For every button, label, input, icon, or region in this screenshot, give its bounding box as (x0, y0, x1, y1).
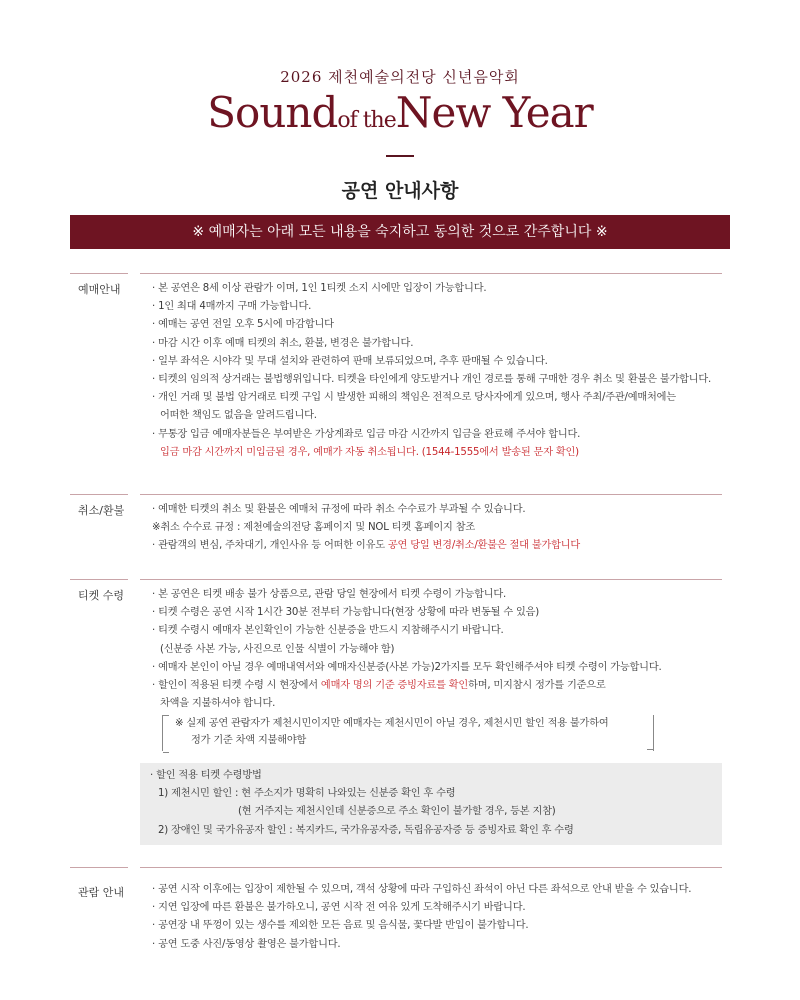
warning-text: 예매자 명의 기준 증빙자료를 확인 (320, 680, 469, 692)
list-item: · 마감 시간 이후 예매 티켓의 취소, 환불, 변경은 불가합니다. (152, 337, 414, 349)
section-label: 예매안내 (78, 283, 121, 296)
list-item (152, 677, 732, 695)
list-item-text: 하며, 미지참시 정가를 기준으로 (468, 680, 606, 692)
warning-text: 입금 마감 시간까지 미입금된 경우, 예매가 자동 취소됩니다. (1544-1555에서 발송된 문자 확인) (160, 446, 579, 458)
section-divider (140, 494, 722, 495)
section-divider (70, 867, 128, 868)
page-title: 공연 안내사항 (341, 180, 459, 202)
list-item: · 티켓 수령시 예매자 본인확인이 가능한 신분증을 반드시 지참해주시기 바랍니다. (152, 625, 504, 637)
list-item-text: · 관람객의 변심, 주차대기, 개인사유 등 어떠한 이유도 (152, 540, 388, 552)
note-text: ※ 실제 공연 관람자가 제천시민이지만 예매자는 제천시민이 아닐 경우, 제천시민 할인 적용 불가하여 (175, 718, 609, 730)
agreement-banner: ※ 예매자는 아래 모든 내용을 숙지하고 동의한 것으로 간주합니다 ※ (70, 215, 730, 249)
list-item-continued: 차액을 지불하셔야 합니다. (160, 698, 276, 710)
list-item: 1) 제천시민 할인 : 현 주소지가 명확히 나와있는 신분증 확인 후 수령 (158, 788, 456, 800)
section-label: 관람 안내 (78, 886, 125, 899)
list-item: · 개인 거래 및 불법 암거래로 티켓 구입 시 발생한 피해의 책임은 전적으로 당사자에게 있으며, 행사 주최/주관/예매처에는 (152, 392, 676, 404)
list-item: · 무통장 입금 예매자분들은 부여받은 가상계좌로 입금 마감 시간까지 입금을 완료해 주셔야 합니다. (152, 428, 581, 440)
citizen-discount-note (162, 715, 654, 751)
list-item: · 지연 입장에 따른 환불은 불가하오니, 공연 시작 전 여유 있게 도착해주시기 바랍니다. (152, 902, 526, 914)
section-refund (70, 494, 722, 570)
list-item-text: · 할인이 적용된 티켓 수령 시 현장에서 (152, 680, 321, 692)
section-divider (140, 273, 722, 274)
note-item: ※취소 수수료 규정 : 제천예술의전당 홈페이지 및 NOL 티켓 홈페이지 참조 (152, 522, 475, 534)
section-body (152, 881, 732, 954)
list-item: · 본 공연은 8세 이상 관람가 이며, 1인 1티켓 소지 시에만 입장이 가능합니다. (152, 283, 487, 294)
event-subtitle: 2026 제천예술의전당 신년음악회 (280, 68, 520, 86)
event-logo (0, 88, 800, 137)
section-label: 티켓 수령 (78, 589, 125, 602)
list-item: · 본 공연은 티켓 배송 불가 상품으로, 관람 당일 현장에서 티켓 수령이 가능합니다. (152, 589, 507, 600)
section-body (152, 586, 732, 753)
section-divider (140, 867, 722, 868)
note-text: 정가 기준 차액 지불해야함 (191, 735, 307, 747)
section-divider (70, 273, 128, 274)
list-item: · 일부 좌석은 시야각 및 무대 설치와 관련하여 판매 보류되었으며, 추후 판매될 수 있습니다. (152, 355, 548, 367)
list-item: · 예매한 티켓의 취소 및 환불은 예매처 규정에 따라 취소 수수료가 부과될 수 있습니다. (152, 504, 526, 515)
section-divider (140, 579, 722, 580)
list-item: · 공연장 내 뚜껑이 있는 생수를 제외한 모든 음료 및 음식물, 꽃다발 반입이 불가합니다. (152, 920, 529, 932)
list-item (152, 537, 732, 555)
section-ticket-pickup (70, 579, 722, 849)
list-item-continued: 어떠한 책임도 없음을 알려드립니다. (160, 410, 317, 422)
panel-heading: · 할인 적용 티켓 수령방법 (150, 770, 262, 781)
list-item: 2) 장애인 및 국가유공자 할인 : 복지카드, 국가유공자증, 독립유공자증 등 증빙자료 확인 후 수령 (158, 824, 574, 836)
list-item: · 1인 최대 4매까지 구매 가능합니다. (152, 301, 312, 313)
list-item-continued: (신분증 사본 가능, 사진으로 인물 식별이 가능해야 함) (160, 643, 395, 655)
logo-word-sound: Sound (207, 88, 338, 137)
title-divider (386, 155, 414, 157)
warning-text: 공연 당일 변경/취소/환불은 절대 불가합니다 (387, 540, 581, 552)
list-item: · 티켓의 임의적 상거래는 불법행위입니다. 티켓을 타인에게 양도받거나 개인 경로를 통해 구매한 경우 취소 및 환불은 불가합니다. (152, 374, 712, 386)
section-body (152, 280, 732, 462)
discount-pickup-panel (140, 763, 722, 845)
list-item: · 예매는 공연 전일 오후 5시에 마감합니다 (152, 319, 334, 331)
logo-word-new-year: New Year (395, 88, 593, 137)
logo-word-of-the: of the (337, 108, 396, 133)
list-item: · 공연 도중 사진/동영상 촬영은 불가합니다. (152, 938, 341, 950)
list-item: · 공연 시작 이후에는 입장이 제한될 수 있으며, 객석 상황에 따라 구입하신 좌석이 아닌 다른 좌석으로 안내 받을 수 있습니다. (152, 884, 692, 895)
section-divider (70, 579, 128, 580)
section-divider (70, 494, 128, 495)
section-body (152, 501, 732, 556)
list-item: · 예매자 본인이 아닐 경우 예매내역서와 예매자신분증(사본 가능)2가지를 모두 확인해주셔야 티켓 수령이 가능합니다. (152, 661, 662, 673)
section-viewing (70, 867, 722, 967)
list-item: · 티켓 수령은 공연 시작 1시간 30분 전부터 가능합니다(현장 상황에 따라 변동될 수 있음) (152, 607, 540, 619)
list-item-continued: (현 거주지는 제천시인데 신분증으로 주소 확인이 불가할 경우, 등본 지참) (238, 806, 556, 818)
section-label: 취소/환불 (78, 504, 125, 517)
section-reservation (70, 273, 722, 478)
